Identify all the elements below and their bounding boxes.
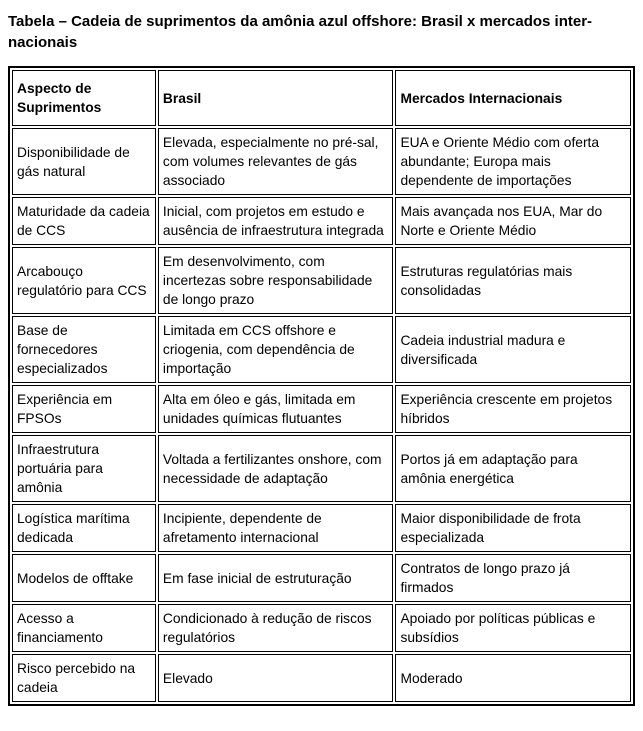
- header-cell-mercados: Mercados Internacionais: [395, 70, 631, 126]
- table-title: [8, 11, 637, 53]
- cell-internacional: Portos já em adaptação para amônia energética: [395, 435, 631, 502]
- table-row: [12, 504, 631, 552]
- header-cell-brasil: Brasil: [158, 70, 394, 126]
- cell-brasil: Incipiente, dependente de afretamento internacional: [158, 504, 394, 552]
- cell-aspecto: Acesso a financiamento: [12, 604, 156, 652]
- cell-aspecto: Risco percebido na cadeia: [12, 654, 156, 702]
- cell-brasil: Elevado: [158, 654, 394, 702]
- header-row: [12, 70, 631, 126]
- table-row: [12, 197, 631, 245]
- table-row: [12, 554, 631, 602]
- cell-brasil: Condicionado à redução de riscos regulatórios: [158, 604, 394, 652]
- cell-aspecto: Experiência em FPSOs: [12, 385, 156, 433]
- cell-aspecto: Modelos de offtake: [12, 554, 156, 602]
- cell-brasil: Elevada, especialmente no pré-sal, com volumes relevantes de gás associado: [158, 128, 394, 195]
- table-row: [12, 247, 631, 314]
- cell-brasil: Limitada em CCS offshore e criogenia, com dependência de importação: [158, 316, 394, 383]
- cell-internacional: Mais avançada nos EUA, Mar do Norte e Oriente Médio: [395, 197, 631, 245]
- cell-internacional: Contratos de longo prazo já firmados: [395, 554, 631, 602]
- cell-aspecto: Infraestrutura portuária para amônia: [12, 435, 156, 502]
- table-row: [12, 435, 631, 502]
- table-row: [12, 385, 631, 433]
- cell-internacional: Apoiado por políticas públicas e subsídios: [395, 604, 631, 652]
- table-row: [12, 128, 631, 195]
- cell-brasil: Alta em óleo e gás, limitada em unidades químicas flutuantes: [158, 385, 394, 433]
- cell-aspecto: Base de fornecedores especializados: [12, 316, 156, 383]
- table-row: [12, 654, 631, 702]
- cell-brasil: Inicial, com projetos em estudo e ausência de infraestrutura integrada: [158, 197, 394, 245]
- cell-brasil: Em desenvolvimento, com incertezas sobre responsabilidade de longo prazo: [158, 247, 394, 314]
- cell-aspecto: Maturidade da cadeia de CCS: [12, 197, 156, 245]
- cell-brasil: Voltada a fertilizantes onshore, com necessidade de adaptação: [158, 435, 394, 502]
- cell-internacional: Estruturas regulatórias mais consolidadas: [395, 247, 631, 314]
- table-row: [12, 604, 631, 652]
- cell-aspecto: Logística marítima dedicada: [12, 504, 156, 552]
- cell-aspecto: Arcabouço regulatório para CCS: [12, 247, 156, 314]
- cell-internacional: Maior disponibilidade de frota especializada: [395, 504, 631, 552]
- cell-internacional: Moderado: [395, 654, 631, 702]
- cell-brasil: Em fase inicial de estruturação: [158, 554, 394, 602]
- cell-internacional: EUA e Oriente Médio com oferta abundante; Europa mais dependente de importações: [395, 128, 631, 195]
- table-title-line2: nacionais: [8, 34, 78, 51]
- cell-internacional: Experiência crescente em projetos híbridos: [395, 385, 631, 433]
- table-title-line1: Tabela – Cadeia de suprimentos da amônia azul offshore: Brasil x mercados inter-: [8, 13, 593, 30]
- table-row: [12, 316, 631, 383]
- header-cell-aspecto: Aspecto de Suprimentos: [12, 70, 156, 126]
- cell-aspecto: Disponibilidade de gás natural: [12, 128, 156, 195]
- comparison-table: [8, 66, 635, 706]
- cell-internacional: Cadeia industrial madura e diversificada: [395, 316, 631, 383]
